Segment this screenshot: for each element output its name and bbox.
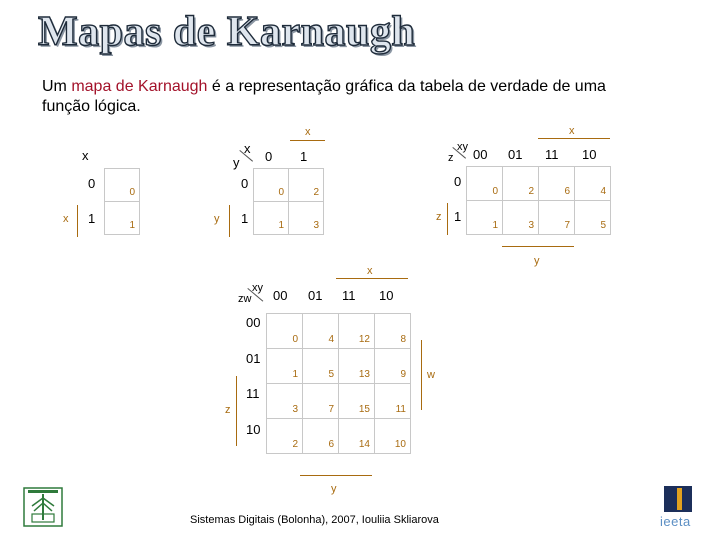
map4-row-label-1: 01 — [246, 351, 261, 366]
map4-corner-row: zw — [238, 293, 252, 305]
map4-cell: 4 — [303, 314, 339, 349]
map2-top-var: x — [305, 126, 311, 138]
map1-cell: 1 — [105, 202, 140, 235]
map3-top-bar — [538, 138, 610, 139]
map4-side-right-label: w — [427, 369, 435, 381]
map2-cell: 0 — [254, 169, 289, 202]
map4-side-left-label: z — [225, 404, 231, 416]
map3-top-var: x — [569, 125, 575, 137]
map2-side-label: y — [214, 213, 220, 225]
map3-cell: 1 — [467, 201, 503, 235]
map4-cell: 11 — [375, 384, 411, 419]
map2-row-label-0: 0 — [241, 176, 249, 191]
map4-row-label-0: 00 — [246, 315, 261, 330]
map3-cell: 7 — [539, 201, 575, 235]
map4-grid — [266, 313, 411, 454]
map4-col-label-3: 10 — [379, 288, 394, 303]
map3-bottom-label: y — [534, 255, 540, 267]
map4-cell: 9 — [375, 349, 411, 384]
map3-corner-row: z — [448, 152, 454, 164]
map4-cell: 3 — [267, 384, 303, 419]
map4-col-label-2: 11 — [342, 288, 356, 303]
map4-row-label-2: 11 — [246, 386, 260, 401]
map1-side-bar — [77, 205, 78, 237]
map2-cell: 2 — [289, 169, 324, 202]
map4-bottom-label: y — [331, 483, 337, 495]
page-title: Mapas de Karnaugh — [38, 9, 416, 55]
ieeta-logo-text: ieeta — [660, 514, 691, 529]
map3-row-label-0: 0 — [454, 174, 462, 189]
map4-row-label-3: 10 — [246, 422, 261, 437]
university-logo — [22, 486, 64, 528]
map2-col-label-0: 0 — [265, 149, 273, 164]
map3-grid — [466, 166, 611, 235]
map3-col-label-3: 10 — [582, 147, 597, 162]
map2-side-bar — [229, 205, 230, 237]
map1-grid — [104, 168, 140, 235]
map4-cell: 8 — [375, 314, 411, 349]
map3-corner-col: xy — [457, 141, 468, 153]
map4-cell: 1 — [267, 349, 303, 384]
map1-cell: 0 — [105, 169, 140, 202]
map4-bottom-bar — [300, 475, 372, 476]
map1-side-label: x — [63, 213, 69, 225]
map1-row-label-0: 0 — [88, 176, 96, 191]
map4-cell: 14 — [339, 419, 375, 454]
map4-side-right-bar — [421, 340, 422, 410]
intro-text-before: Um — [42, 78, 72, 95]
map4-col-label-1: 01 — [308, 288, 323, 303]
map3-cell: 2 — [503, 167, 539, 201]
map3-row-label-1: 1 — [454, 209, 462, 224]
map3-col-label-2: 11 — [545, 147, 559, 162]
map3-cell: 0 — [467, 167, 503, 201]
map4-cell: 10 — [375, 419, 411, 454]
map3-cell: 5 — [575, 201, 611, 235]
map3-col-label-1: 01 — [508, 147, 523, 162]
map4-top-var: x — [367, 265, 373, 277]
map4-cell: 13 — [339, 349, 375, 384]
ieeta-logo-bar — [677, 488, 682, 510]
map2-top-bar — [290, 140, 325, 141]
intro-paragraph — [42, 77, 652, 117]
ieeta-logo — [660, 486, 700, 534]
map3-side-label: z — [436, 211, 442, 223]
map3-side-bar — [447, 203, 448, 235]
intro-highlight: mapa de Karnaugh — [71, 78, 208, 95]
map4-cell: 5 — [303, 349, 339, 384]
map3-cell: 3 — [503, 201, 539, 235]
map4-corner-col: xy — [252, 282, 263, 294]
map3-cell: 4 — [575, 167, 611, 201]
map2-corner-col: x — [244, 141, 251, 156]
map2-col-label-1: 1 — [300, 149, 308, 164]
intro-text-after: é a representação gráfica da tabela de verdade de uma função lógica. — [42, 78, 606, 115]
map4-cell: 0 — [267, 314, 303, 349]
map2-cell: 3 — [289, 202, 324, 235]
map2-cell: 1 — [254, 202, 289, 235]
map4-side-left-bar — [236, 376, 237, 446]
map2-row-label-1: 1 — [241, 211, 249, 226]
map3-bottom-bar — [502, 246, 574, 247]
map4-col-label-0: 00 — [273, 288, 288, 303]
map1-row-label-1: 1 — [88, 211, 96, 226]
map2-corner-row: y — [233, 155, 240, 170]
map4-cell: 2 — [267, 419, 303, 454]
map3-col-label-0: 00 — [473, 147, 488, 162]
university-logo-icon — [22, 486, 64, 528]
map4-cell: 15 — [339, 384, 375, 419]
map4-top-bar — [336, 278, 408, 279]
map4-cell: 7 — [303, 384, 339, 419]
map4-cell: 12 — [339, 314, 375, 349]
map2-grid — [253, 168, 324, 235]
map1-var-label: x — [82, 148, 89, 163]
map3-cell: 6 — [539, 167, 575, 201]
map4-cell: 6 — [303, 419, 339, 454]
footer-credit: Sistemas Digitais (Bolonha), 2007, Iouliia Skliarova — [190, 514, 439, 526]
